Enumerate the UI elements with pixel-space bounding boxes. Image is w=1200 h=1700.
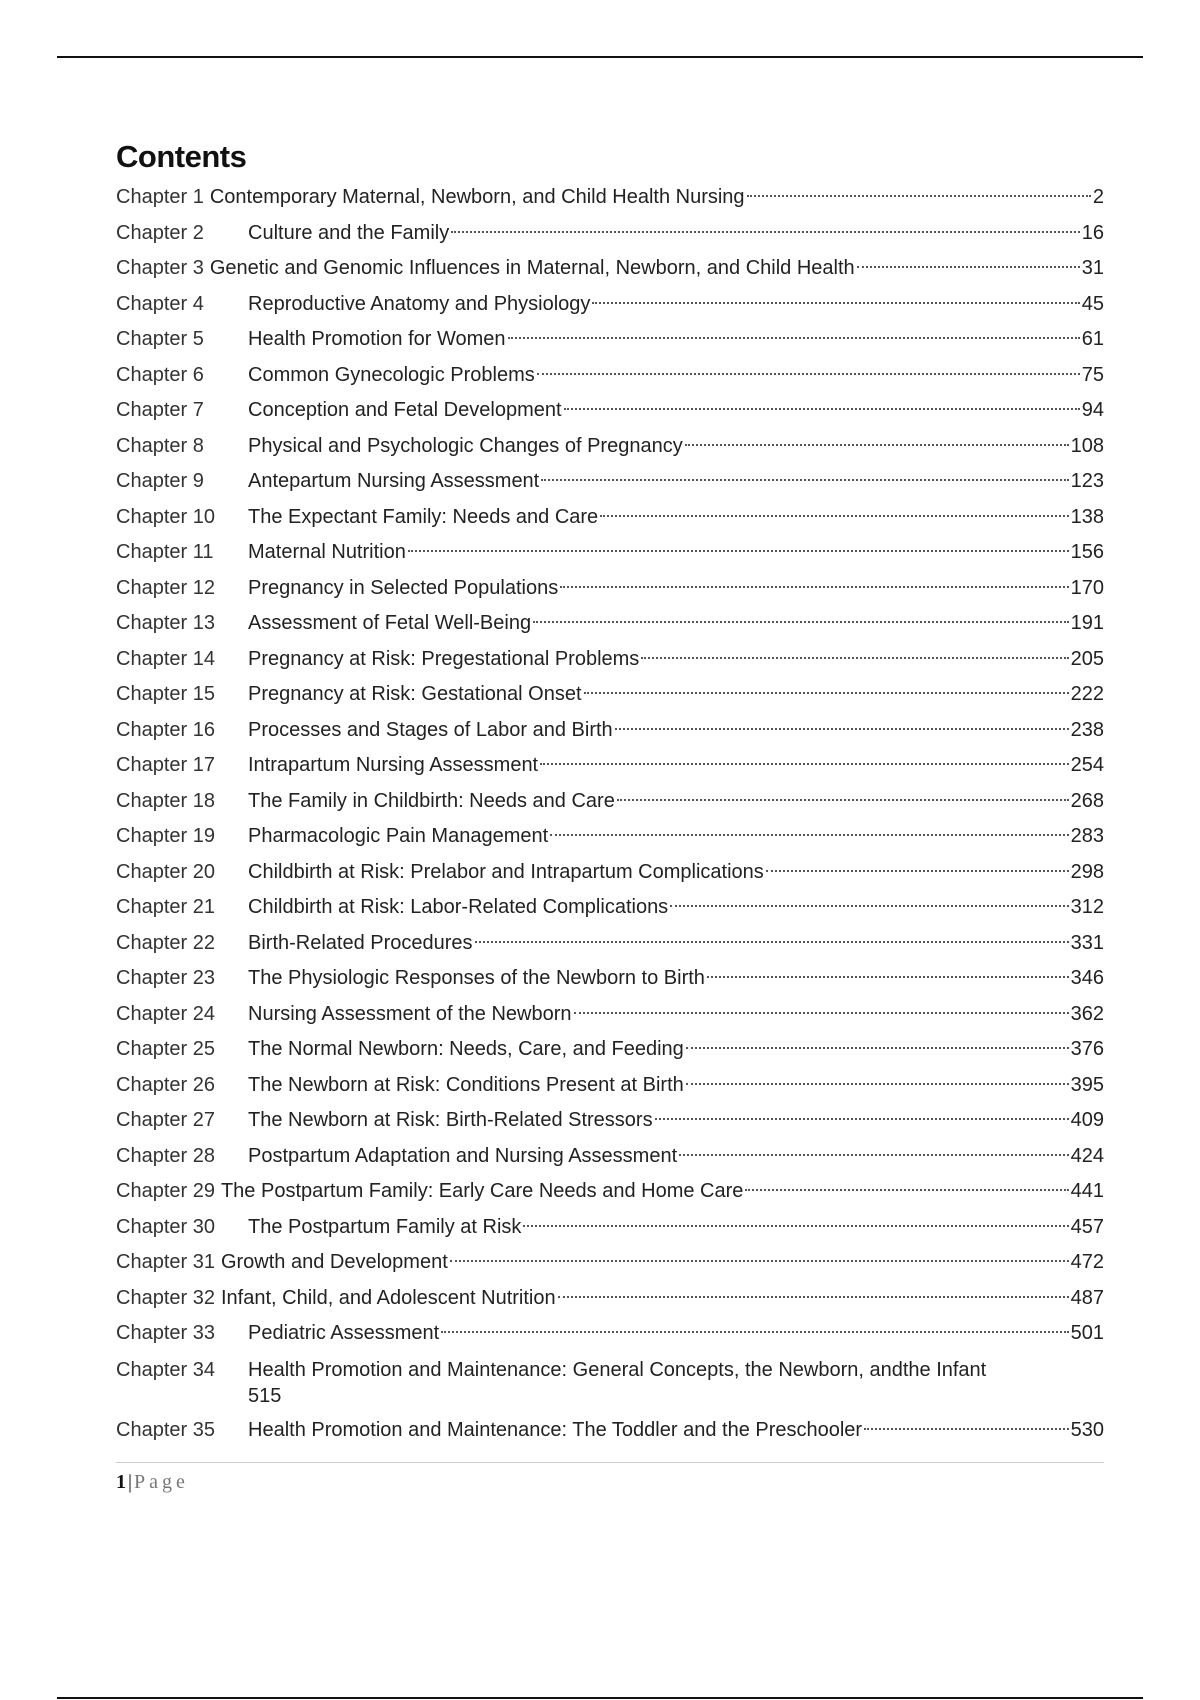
page-label: Page — [134, 1471, 189, 1493]
toc-dot-leader — [857, 266, 1080, 268]
toc-chapter-title: Growth and Development — [220, 1251, 448, 1273]
toc-chapter-label: Chapter 20 — [116, 860, 215, 883]
toc-chapter-label: Chapter 13 — [116, 612, 215, 634]
toc-chapter-title: Postpartum Adaptation and Nursing Assessment — [248, 1144, 678, 1167]
page-number: 1 — [116, 1471, 126, 1493]
toc-dot-leader — [537, 373, 1080, 375]
toc-chapter-label: Chapter 35 — [116, 1418, 215, 1441]
toc-dot-leader — [408, 550, 1069, 552]
toc-entry[interactable] — [116, 287, 1104, 323]
toc-chapter-title: The Newborn at Risk: Birth-Related Stressors — [248, 1109, 653, 1131]
toc-page-number: 254 — [1070, 754, 1104, 776]
toc-chapter-title: Pharmacologic Pain Management — [248, 825, 549, 847]
toc-page-number: 515 — [248, 1384, 282, 1407]
toc-dot-leader — [641, 657, 1068, 659]
bottom-rule — [57, 1697, 1143, 1699]
toc-chapter-title: Antepartum Nursing Assessment — [248, 470, 540, 492]
toc-page-number: 457 — [1070, 1215, 1104, 1238]
toc-page-number: 283 — [1070, 825, 1104, 847]
toc-chapter-title: The Family in Childbirth: Needs and Care — [248, 789, 615, 812]
toc-chapter-title: Common Gynecologic Problems — [248, 363, 535, 386]
toc-page-number: 138 — [1070, 505, 1104, 528]
toc-page-number: 61 — [1081, 328, 1104, 350]
toc-page-number: 156 — [1070, 541, 1104, 563]
toc-page-number: 205 — [1070, 647, 1104, 670]
toc-page-number: 395 — [1070, 1073, 1104, 1096]
toc-dot-leader — [655, 1118, 1069, 1120]
toc-chapter-label: Chapter 28 — [116, 1144, 215, 1167]
toc-chapter-title: Pregnancy at Risk: Pregestational Problems — [248, 647, 640, 670]
toc-dot-leader — [584, 692, 1069, 694]
toc-chapter-title: Intrapartum Nursing Assessment — [248, 754, 539, 776]
toc-chapter-label: Chapter 5 — [116, 328, 204, 350]
toc-dot-leader — [592, 302, 1079, 304]
page-footer — [116, 1471, 1104, 1494]
toc-chapter-title: Conception and Fetal Development — [248, 399, 562, 421]
toc-dot-leader — [670, 905, 1068, 907]
toc-chapter-label: Chapter 4 — [116, 292, 204, 315]
toc-chapter-label: Chapter 6 — [116, 363, 204, 386]
toc-entry[interactable] — [116, 358, 1104, 394]
toc-entry[interactable] — [116, 642, 1104, 678]
toc-chapter-label: Chapter 26 — [116, 1073, 215, 1096]
toc-entry[interactable] — [116, 748, 1104, 784]
toc-entry[interactable] — [116, 464, 1104, 500]
toc-entry[interactable] — [116, 429, 1104, 465]
toc-chapter-label: Chapter 16 — [116, 718, 215, 741]
toc-chapter-label: Chapter 2 — [116, 221, 204, 244]
toc-chapter-label: Chapter 10 — [116, 505, 215, 528]
toc-page-number: 530 — [1070, 1418, 1104, 1441]
toc-chapter-title: Nursing Assessment of the Newborn — [248, 1002, 572, 1025]
toc-entry[interactable] — [116, 961, 1104, 997]
toc-entry[interactable] — [116, 1352, 1104, 1413]
toc-page-number: 346 — [1070, 967, 1104, 989]
toc-page-number: 123 — [1070, 470, 1104, 492]
toc-page-number: 191 — [1070, 612, 1104, 634]
toc-page-number: 331 — [1070, 931, 1104, 954]
toc-chapter-title: Genetic and Genomic Influences in Maternal, Newborn, and Child Health — [209, 257, 855, 279]
toc-chapter-title: Contemporary Maternal, Newborn, and Child Health Nursing — [209, 186, 745, 208]
toc-entry[interactable] — [116, 1139, 1104, 1175]
toc-chapter-title: The Normal Newborn: Needs, Care, and Feeding — [248, 1038, 684, 1060]
toc-chapter-title: Health Promotion and Maintenance: General Concepts, the Newborn, andthe Infant — [248, 1358, 987, 1381]
toc-chapter-label: Chapter 21 — [116, 896, 215, 918]
toc-entry[interactable] — [116, 1210, 1104, 1246]
toc-chapter-label: Chapter 3 — [116, 257, 204, 279]
toc-chapter-label: Chapter 22 — [116, 931, 215, 954]
toc-dot-leader — [523, 1225, 1068, 1227]
toc-chapter-label: Chapter 12 — [116, 576, 215, 599]
toc-dot-leader — [560, 586, 1068, 588]
toc-dot-leader — [558, 1296, 1069, 1298]
toc-entry[interactable] — [116, 571, 1104, 607]
toc-chapter-title: The Postpartum Family: Early Care Needs and Home Care — [220, 1180, 744, 1202]
toc-page-number: 409 — [1070, 1109, 1104, 1131]
toc-page-number: 94 — [1081, 399, 1104, 421]
toc-chapter-title: Infant, Child, and Adolescent Nutrition — [220, 1286, 556, 1309]
toc-entry[interactable] — [116, 855, 1104, 891]
toc-chapter-label: Chapter 18 — [116, 789, 215, 812]
toc-chapter-title: Pregnancy at Risk: Gestational Onset — [248, 683, 582, 705]
toc-chapter-title: Reproductive Anatomy and Physiology — [248, 292, 591, 315]
toc-chapter-title: The Expectant Family: Needs and Care — [248, 505, 599, 528]
toc-page-number: 2 — [1092, 186, 1104, 208]
toc-dot-leader — [766, 870, 1069, 872]
toc-entry[interactable] — [116, 997, 1104, 1033]
toc-chapter-label: Chapter 8 — [116, 434, 204, 457]
toc-chapter-label: Chapter 9 — [116, 470, 204, 492]
toc-page-number: 298 — [1070, 860, 1104, 883]
toc-dot-leader — [451, 231, 1080, 233]
toc-page-number: 501 — [1070, 1322, 1104, 1344]
toc-chapter-title: Birth-Related Procedures — [248, 931, 473, 954]
toc-dot-leader — [541, 479, 1068, 481]
toc-entry[interactable] — [116, 251, 1104, 287]
toc-chapter-label: Chapter 33 — [116, 1322, 215, 1344]
toc-page-number: 487 — [1070, 1286, 1104, 1309]
toc-entry[interactable] — [116, 784, 1104, 820]
toc-dot-leader — [686, 1083, 1069, 1085]
toc-entry[interactable] — [116, 1103, 1104, 1139]
toc-chapter-label: Chapter 31 — [116, 1251, 215, 1273]
toc-dot-leader — [441, 1331, 1068, 1333]
toc-chapter-title: Health Promotion for Women — [248, 328, 506, 350]
toc-chapter-title: Childbirth at Risk: Prelabor and Intrapartum Complications — [248, 860, 764, 883]
toc-entry[interactable] — [116, 713, 1104, 749]
toc-entry[interactable] — [116, 180, 1104, 216]
toc-chapter-title: Pregnancy in Selected Populations — [248, 576, 559, 599]
toc-entry[interactable] — [116, 606, 1104, 642]
toc-chapter-label: Chapter 34 — [116, 1358, 215, 1381]
toc-chapter-label: Chapter 17 — [116, 754, 215, 776]
toc-chapter-title: Assessment of Fetal Well-Being — [248, 612, 532, 634]
toc-dot-leader — [617, 799, 1069, 801]
toc-chapter-title: Maternal Nutrition — [248, 541, 406, 563]
toc-chapter-title: The Postpartum Family at Risk — [248, 1215, 522, 1238]
toc-page-number: 424 — [1070, 1144, 1104, 1167]
toc-page-number: 45 — [1081, 292, 1104, 315]
toc-dot-leader — [564, 408, 1080, 410]
toc-page-number: 268 — [1070, 789, 1104, 812]
toc-dot-leader — [686, 1047, 1069, 1049]
toc-page-number: 170 — [1070, 576, 1104, 599]
toc-chapter-title: The Newborn at Risk: Conditions Present at Birth — [248, 1073, 684, 1096]
toc-dot-leader — [679, 1154, 1068, 1156]
toc-chapter-label: Chapter 23 — [116, 967, 215, 989]
toc-chapter-label: Chapter 27 — [116, 1109, 215, 1131]
toc-chapter-title: The Physiologic Responses of the Newborn to Birth — [248, 967, 705, 989]
toc-chapter-label: Chapter 7 — [116, 399, 204, 421]
toc-entry[interactable] — [116, 1174, 1104, 1210]
toc-page-number: 108 — [1070, 434, 1104, 457]
toc-page-number: 312 — [1070, 896, 1104, 918]
toc-entry[interactable] — [116, 1032, 1104, 1068]
toc-entry[interactable] — [116, 819, 1104, 855]
toc-list — [116, 180, 1104, 1448]
toc-chapter-label: Chapter 11 — [116, 541, 214, 563]
toc-dot-leader — [533, 621, 1069, 623]
toc-entry[interactable] — [116, 1245, 1104, 1281]
toc-dot-leader — [450, 1260, 1069, 1262]
toc-chapter-label: Chapter 1 — [116, 186, 204, 208]
toc-chapter-label: Chapter 24 — [116, 1002, 215, 1025]
toc-chapter-label: Chapter 19 — [116, 825, 215, 847]
toc-chapter-label: Chapter 29 — [116, 1180, 215, 1202]
toc-dot-leader — [615, 728, 1069, 730]
footer-rule — [116, 1462, 1104, 1463]
toc-entry[interactable] — [116, 1068, 1104, 1104]
toc-entry[interactable] — [116, 890, 1104, 926]
toc-page — [116, 138, 1104, 1494]
toc-page-number: 16 — [1081, 221, 1104, 244]
toc-entry[interactable] — [116, 216, 1104, 252]
toc-chapter-title: Culture and the Family — [248, 221, 450, 244]
toc-page-number: 238 — [1070, 718, 1104, 741]
toc-page-number: 472 — [1070, 1251, 1104, 1273]
toc-page-number: 222 — [1070, 683, 1104, 705]
toc-page-number: 75 — [1081, 363, 1104, 386]
toc-chapter-title: Processes and Stages of Labor and Birth — [248, 718, 613, 741]
toc-chapter-title: Health Promotion and Maintenance: The Toddler and the Preschooler — [248, 1418, 863, 1441]
toc-entry[interactable] — [116, 322, 1104, 358]
toc-chapter-title: Childbirth at Risk: Labor-Related Complications — [248, 896, 669, 918]
footer-separator: | — [128, 1471, 133, 1493]
toc-page-number: 31 — [1081, 257, 1104, 279]
toc-dot-leader — [745, 1189, 1068, 1191]
toc-entry[interactable] — [116, 1316, 1104, 1352]
toc-entry[interactable] — [116, 535, 1104, 571]
toc-dot-leader — [475, 941, 1069, 943]
toc-page-number: 441 — [1070, 1180, 1104, 1202]
toc-page-number: 362 — [1070, 1002, 1104, 1025]
toc-entry[interactable] — [116, 926, 1104, 962]
toc-dot-leader — [685, 444, 1069, 446]
top-rule — [57, 56, 1143, 58]
toc-dot-leader — [600, 515, 1068, 517]
toc-dot-leader — [540, 763, 1069, 765]
toc-dot-leader — [747, 195, 1091, 197]
toc-entry[interactable] — [116, 1281, 1104, 1317]
toc-dot-leader — [508, 337, 1080, 339]
toc-chapter-label: Chapter 15 — [116, 683, 215, 705]
toc-entry[interactable] — [116, 500, 1104, 536]
toc-dot-leader — [550, 834, 1068, 836]
toc-chapter-title: Physical and Psychologic Changes of Pregnancy — [248, 434, 683, 457]
toc-entry[interactable] — [116, 1413, 1104, 1449]
toc-chapter-label: Chapter 25 — [116, 1038, 215, 1060]
toc-dot-leader — [864, 1428, 1069, 1430]
toc-dot-leader — [574, 1012, 1069, 1014]
toc-chapter-title: Pediatric Assessment — [248, 1322, 440, 1344]
toc-page-number: 376 — [1070, 1038, 1104, 1060]
toc-entry[interactable] — [116, 393, 1104, 429]
toc-dot-leader — [707, 976, 1069, 978]
toc-chapter-label: Chapter 32 — [116, 1286, 215, 1309]
toc-chapter-label: Chapter 30 — [116, 1215, 215, 1238]
toc-entry[interactable] — [116, 677, 1104, 713]
toc-chapter-label: Chapter 14 — [116, 647, 215, 670]
toc-title: Contents — [116, 139, 247, 174]
